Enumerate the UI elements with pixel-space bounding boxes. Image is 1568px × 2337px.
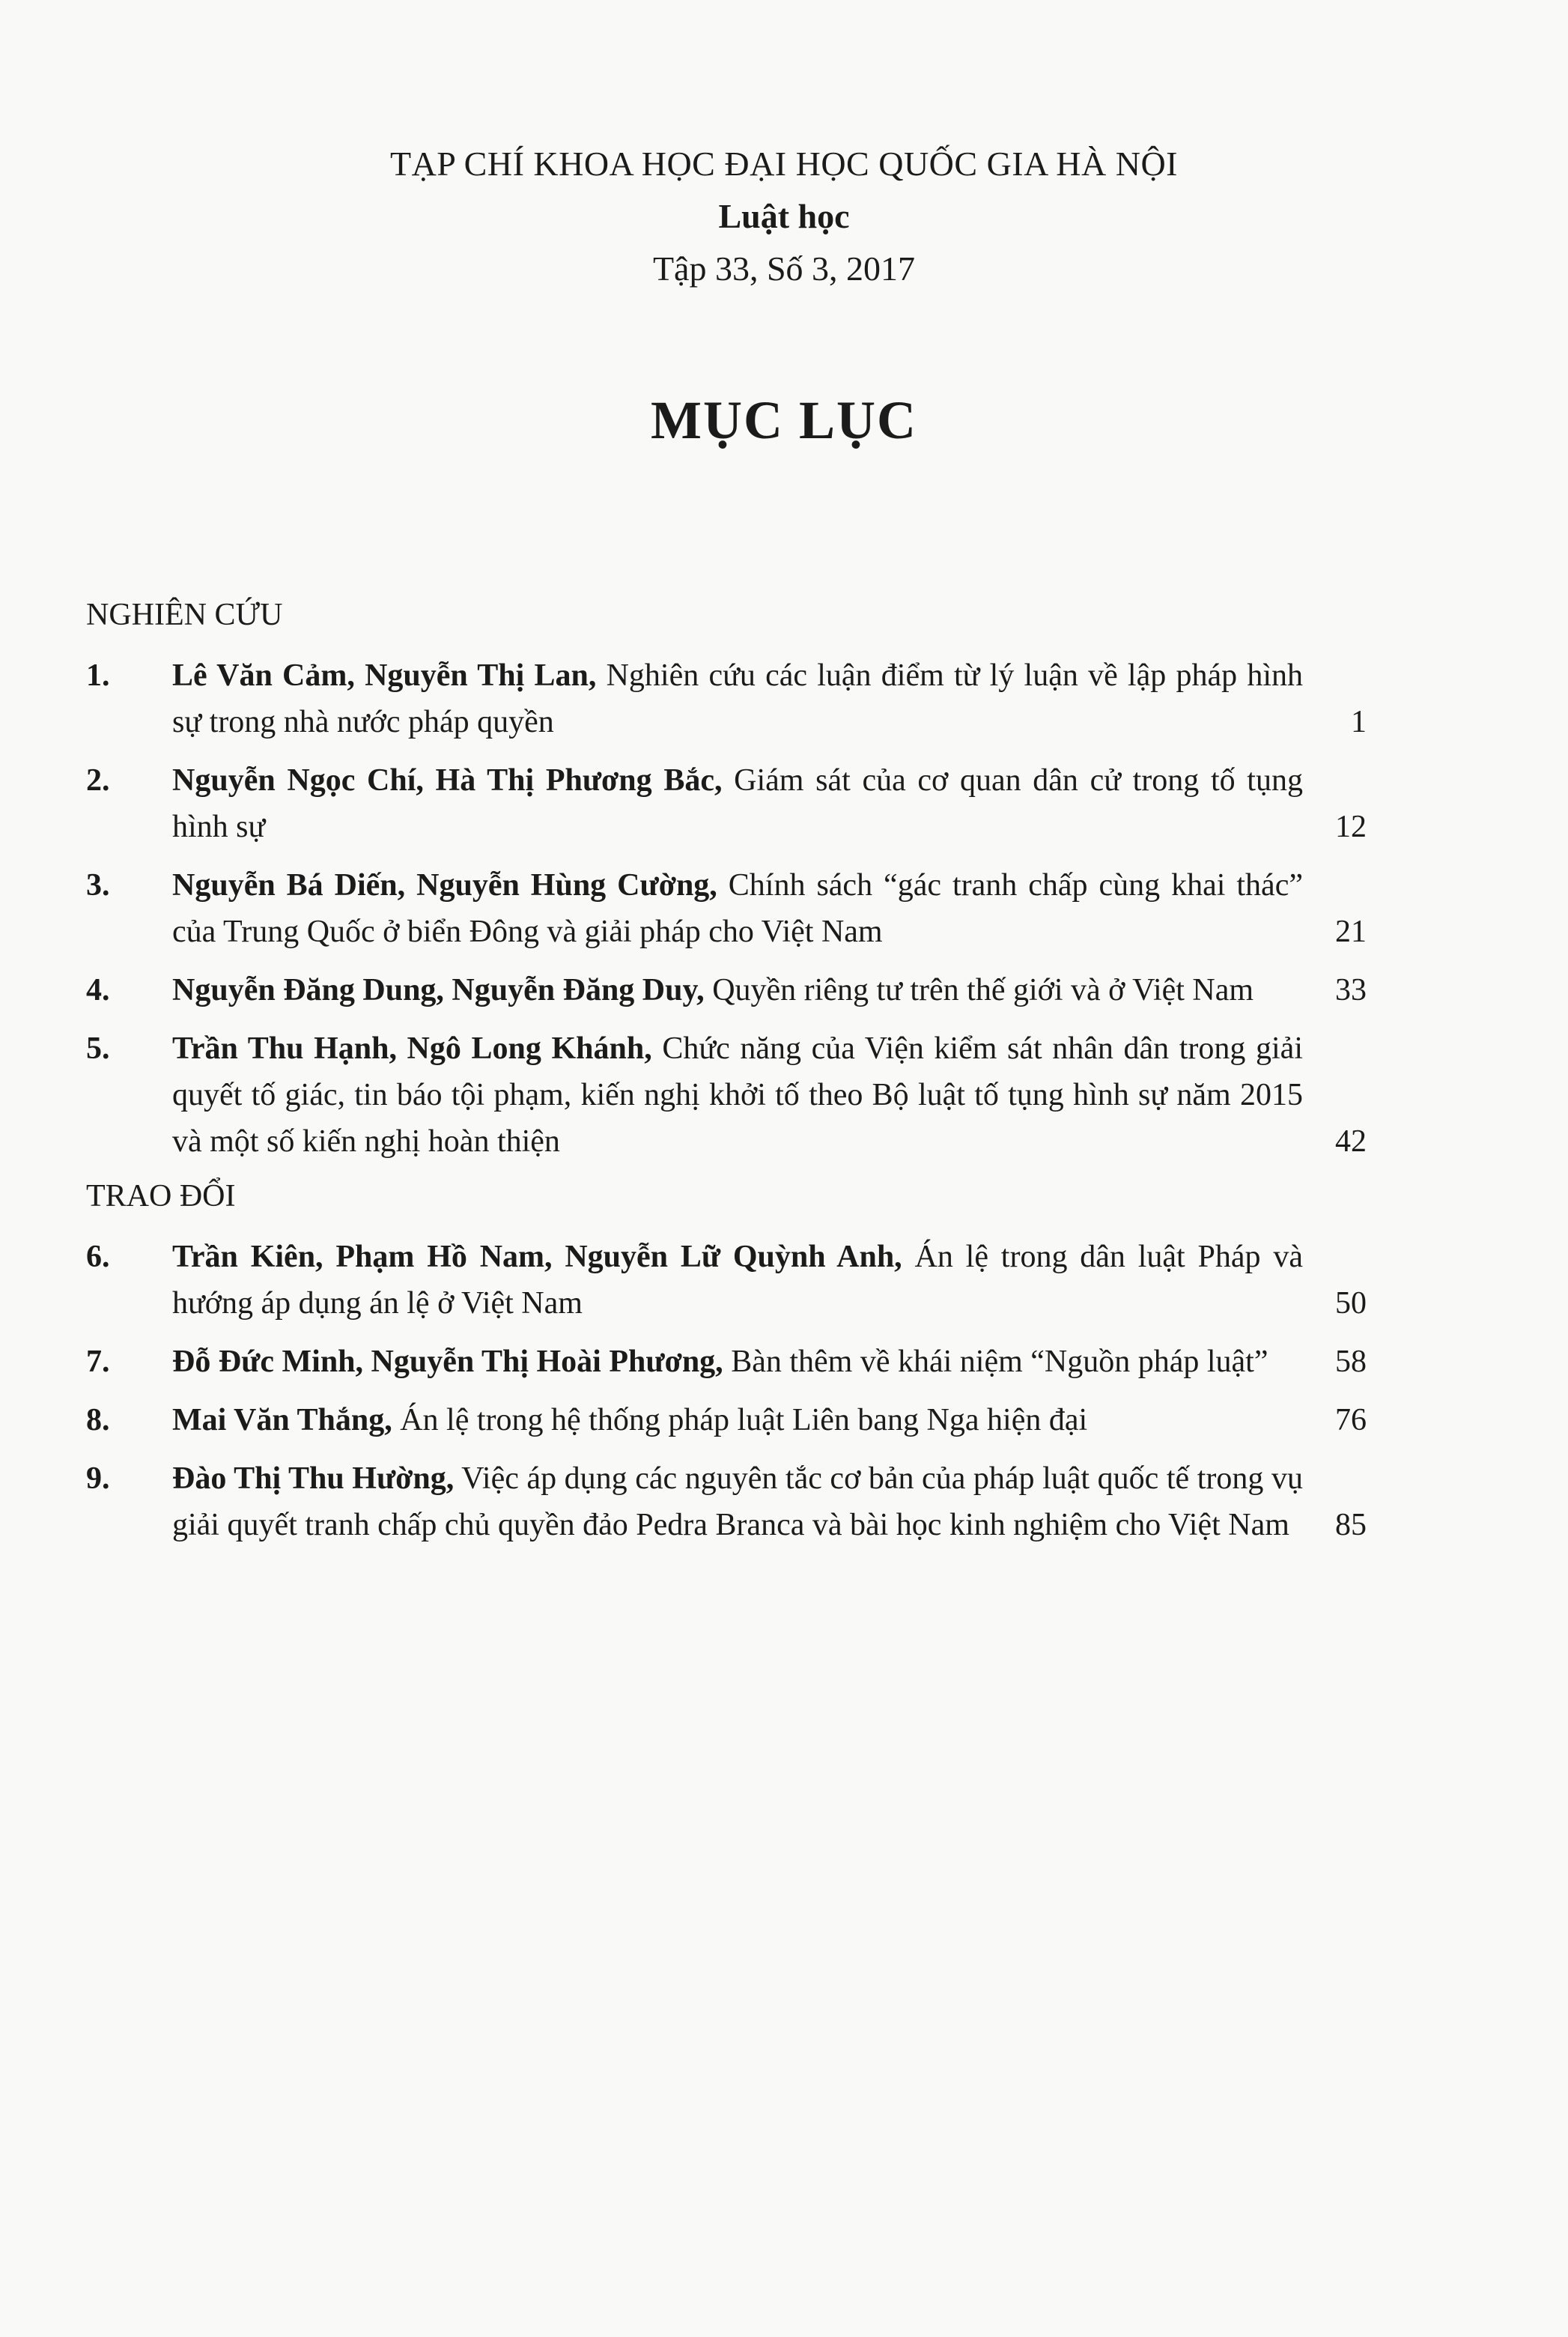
entry-page-number: 76 (1335, 1403, 1367, 1437)
entry-page-number: 21 (1335, 915, 1367, 949)
entry-text (172, 652, 1303, 745)
entry-text (172, 1455, 1303, 1548)
entry-number: 6. (86, 1240, 110, 1274)
entry-text (172, 1234, 1303, 1327)
toc-entry (86, 757, 1367, 850)
journal-subject: Luật học (718, 197, 850, 235)
journal-issue: Tập 33, Số 3, 2017 (652, 249, 916, 288)
entry-text (172, 862, 1303, 955)
toc-title: MỤC LỤC (651, 390, 917, 450)
entry-authors: Nguyễn Bá Diến, Nguyễn Hùng Cường, (172, 868, 717, 903)
entry-authors: Mai Văn Thắng, (172, 1403, 392, 1437)
entry-title: Chức năng của Viện kiểm sát nhân dân trong giải quyết tố giác, tin báo tội phạm, kiến nghị khởi tố theo Bộ luật tố tụng hình sự năm 2015 và một số kiến nghị hoàn thiện (172, 1031, 1303, 1159)
entry-number: 1. (86, 658, 110, 693)
entry-page-number: 58 (1335, 1345, 1367, 1379)
entry-title: Án lệ trong hệ thống pháp luật Liên bang Nga hiện đại (392, 1403, 1088, 1437)
toc-entry (86, 1234, 1367, 1327)
entry-title: Nghiên cứu các luận điểm từ lý luận về lập pháp hình sự trong nhà nước pháp quyền (172, 658, 1304, 739)
section-heading: NGHIÊN CỨU (86, 598, 283, 632)
entry-authors: Đỗ Đức Minh, Nguyễn Thị Hoài Phương, (172, 1345, 723, 1379)
entry-title: Giám sát của cơ quan dân cử trong tố tụng hình sự (172, 763, 1303, 844)
entry-number: 4. (86, 973, 110, 1007)
entry-text (172, 1025, 1303, 1165)
entry-title: Án lệ trong dân luật Pháp và hướng áp dụng án lệ ở Việt Nam (172, 1240, 1304, 1321)
entry-text (172, 757, 1303, 850)
entry-authors: Đào Thị Thu Hường, (172, 1461, 455, 1496)
entry-authors: Nguyễn Ngọc Chí, Hà Thị Phương Bắc, (172, 763, 723, 798)
toc-entry (86, 1397, 1367, 1443)
entry-authors: Trần Kiên, Phạm Hồ Nam, Nguyễn Lữ Quỳnh Anh, (172, 1240, 902, 1274)
entry-authors: Lê Văn Cảm, Nguyễn Thị Lan, (172, 658, 597, 693)
toc-entry (86, 652, 1367, 745)
entry-number: 9. (86, 1461, 110, 1496)
entry-title: Việc áp dụng các nguyên tắc cơ bản của pháp luật quốc tế trong vụ giải quyết tranh chấp chủ quyền đảo Pedra Branca và bài học kinh nghiệm cho Việt Nam (172, 1461, 1303, 1542)
entry-authors: Nguyễn Đăng Dung, Nguyễn Đăng Duy, (172, 973, 705, 1007)
toc-entry (86, 862, 1367, 955)
entry-title: Bàn thêm về khái niệm “Nguồn pháp luật” (723, 1345, 1268, 1379)
entry-text (172, 1397, 1303, 1443)
entry-page-number: 42 (1335, 1124, 1367, 1159)
table-of-contents (86, 595, 1367, 1560)
entry-title: Chính sách “gác tranh chấp cùng khai thác” của Trung Quốc ở biển Đông và giải pháp cho Việt Nam (172, 868, 1303, 949)
toc-entry (86, 967, 1367, 1013)
entry-authors: Trần Thu Hạnh, Ngô Long Khánh, (172, 1031, 652, 1066)
entry-number: 7. (86, 1345, 110, 1379)
entry-page-number: 85 (1335, 1508, 1367, 1542)
entry-page-number: 33 (1335, 973, 1367, 1007)
entry-text (172, 1339, 1303, 1385)
toc-entry (86, 1339, 1367, 1385)
entry-number: 2. (86, 763, 110, 798)
section-heading: TRAO ĐỔI (86, 1179, 236, 1213)
entry-page-number: 12 (1335, 810, 1367, 844)
journal-header (0, 147, 1568, 286)
entry-page-number: 1 (1351, 705, 1367, 739)
toc-entry (86, 1455, 1367, 1548)
journal-name: TẠP CHÍ KHOA HỌC ĐẠI HỌC QUỐC GIA HÀ NỘI (389, 145, 1178, 183)
entry-number: 5. (86, 1031, 110, 1066)
entry-number: 8. (86, 1403, 110, 1437)
entry-page-number: 50 (1335, 1286, 1367, 1321)
toc-entry (86, 1025, 1367, 1165)
entry-title: Quyền riêng tư trên thế giới và ở Việt Nam (704, 973, 1254, 1007)
entry-number: 3. (86, 868, 110, 903)
entry-text (172, 967, 1303, 1013)
